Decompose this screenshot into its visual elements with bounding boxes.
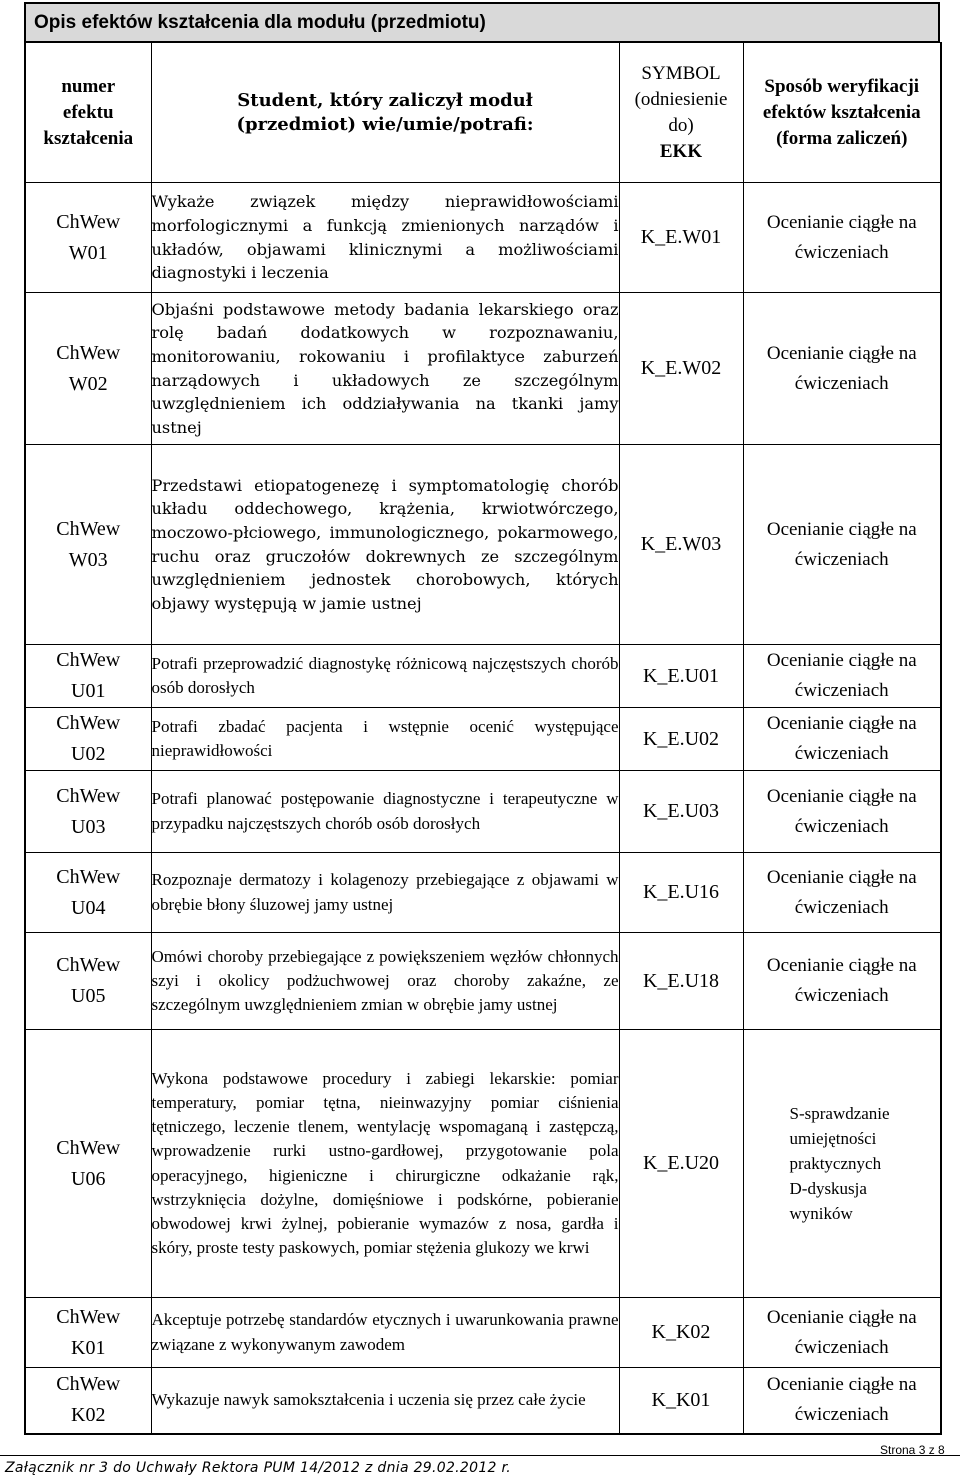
outcome-symbol: K_E.U16 [619,853,743,933]
footer-divider [0,1455,960,1456]
outcome-number: ChWew W03 [25,445,151,645]
outcome-symbol: K_E.W02 [619,293,743,445]
outcome-description: Przedstawi etiopatogenezę i symptomatologię chorób układu oddechowego, krążenia, krwiotwórczego, moczowo-płciowego, immunologicznego, pokarmowego, ruchu oraz gruczołów dokrewnych ze szczególnym uwzględnieniem jednostek chorobowych, których objawy występują w jamie ustnej [151,445,619,645]
outcome-symbol: K_E.U03 [619,771,743,853]
verification-method: Ocenianie ciągłe na ćwiczeniach [743,933,941,1030]
outcome-number: ChWew U01 [25,645,151,708]
header-symbol-line1: SYMBOL (odniesienie do) [634,62,728,136]
verification-method: Ocenianie ciągłe na ćwiczeniach [743,183,941,293]
outcome-number: ChWew U06 [25,1030,151,1298]
outcome-symbol: K_E.U02 [619,708,743,771]
outcome-description: Rozpoznaje dermatozy i kolagenozy przebiegające z objawami w obrębie błony śluzowej jamy ustnej [151,853,619,933]
outcome-description: Omówi choroby przebiegające z powiększeniem węzłów chłonnych szyi i okolicy podżuchwowej oraz choroby zakaźne, ze szczególnym uwzględnieniem zmian w obrębie jamy ustnej [151,933,619,1030]
outcome-symbol: K_E.W03 [619,445,743,645]
table-row [25,853,941,933]
verification-method: Ocenianie ciągłe na ćwiczeniach [743,771,941,853]
header-symbol-line2: EKK [659,140,703,162]
outcome-description: Akceptuje potrzebę standardów etycznych i uwarunkowania prawne związane z wykonywanym zawodem [151,1298,619,1368]
outcome-description: Potrafi planować postępowanie diagnostyczne i terapeutyczne w przypadku najczęstszych chorób osób dorosłych [151,771,619,853]
table-row [25,771,941,853]
page-number: Strona 3 z 8 [880,1443,945,1457]
table-row [25,708,941,771]
outcome-number: ChWew K02 [25,1368,151,1434]
table-row [25,445,941,645]
outcome-number: ChWew W01 [25,183,151,293]
verification-method: Ocenianie ciągłe na ćwiczeniach [743,645,941,708]
outcome-symbol: K_K01 [619,1368,743,1434]
outcome-description: Potrafi zbadać pacjenta i wstępnie ocenić występujące nieprawidłowości [151,708,619,771]
table-row [25,183,941,293]
outcome-description: Objaśni podstawowe metody badania lekarskiego oraz rolę badań dodatkowych w rozpoznawaniu, monitorowaniu, rokowaniu i profilaktyce zaburzeń narządowych i układowych ze szczególnym uwzględnieniem ich oddziaływania na tkanki jamy ustnej [151,293,619,445]
outcome-number: ChWew W02 [25,293,151,445]
table-row [25,293,941,445]
learning-outcomes-table [24,42,942,1435]
outcome-symbol: K_E.U20 [619,1030,743,1298]
footer-note: Załącznik nr 3 do Uchwały Rektora PUM 14/2012 z dnia 29.02.2012 r. [5,1460,511,1476]
verification-method: Ocenianie ciągłe na ćwiczeniach [743,1368,941,1434]
outcome-number: ChWew U04 [25,853,151,933]
outcome-number: ChWew U03 [25,771,151,853]
outcome-number: ChWew U05 [25,933,151,1030]
verification-method: Ocenianie ciągłe na ćwiczeniach [743,708,941,771]
table-row [25,1298,941,1368]
table-row [25,1030,941,1298]
table-row [25,933,941,1030]
header-description: Student, który zaliczył moduł (przedmiot) wie/umie/potrafi: [151,43,619,183]
outcome-symbol: K_E.U18 [619,933,743,1030]
header-number: numer efektu kształcenia [25,43,151,183]
outcome-description: Wykona podstawowe procedury i zabiegi lekarskie: pomiar temperatury, pomiar tętna, nieinwazyjny pomiar ciśnienia tętniczego, leczenie tlenem, wentylację wspomaganą i zastępczą, wprowadzenie rurki ustno-gardłowej, przygotowanie pola operacyjnego, higieniczne i chirurgiczne odkażanie rąk, wstrzyknięcia dożylne, domięśniowe i podskórne, pobieranie obwodowej krwi żylnej, pobieranie wymazów z nosa, gardła i skóry, proste testy paskowych, pomiar stężenia glukozy we krwi [151,1030,619,1298]
outcome-number: ChWew K01 [25,1298,151,1368]
verification-method: Ocenianie ciągłe na ćwiczeniach [743,853,941,933]
outcome-symbol: K_K02 [619,1298,743,1368]
outcome-description: Wykaże związek między nieprawidłowościami morfologicznymi a funkcją zmienionych narządów i układów, objawami klinicznymi a możliwościami diagnostyki i leczenia [151,183,619,293]
header-symbol [619,43,743,183]
verification-method: Ocenianie ciągłe na ćwiczeniach [743,445,941,645]
table-row [25,1368,941,1434]
document-sheet [24,2,940,1435]
outcome-description: Potrafi przeprowadzić diagnostykę różnicową najczęstszych chorób osób dorosłych [151,645,619,708]
header-verification: Sposób weryfikacji efektów kształcenia (forma zaliczeń) [743,43,941,183]
outcome-number: ChWew U02 [25,708,151,771]
verification-method: S-sprawdzanie umiejętności praktycznych D-dyskusja wyników [743,1030,941,1298]
table-row [25,645,941,708]
section-title: Opis efektów kształcenia dla modułu (przedmiotu) [24,2,940,42]
outcome-symbol: K_E.U01 [619,645,743,708]
outcome-description: Wykazuje nawyk samokształcenia i uczenia się przez całe życie [151,1368,619,1434]
outcome-symbol: K_E.W01 [619,183,743,293]
table-header-row [25,43,941,183]
verification-method: Ocenianie ciągłe na ćwiczeniach [743,1298,941,1368]
verification-method: Ocenianie ciągłe na ćwiczeniach [743,293,941,445]
